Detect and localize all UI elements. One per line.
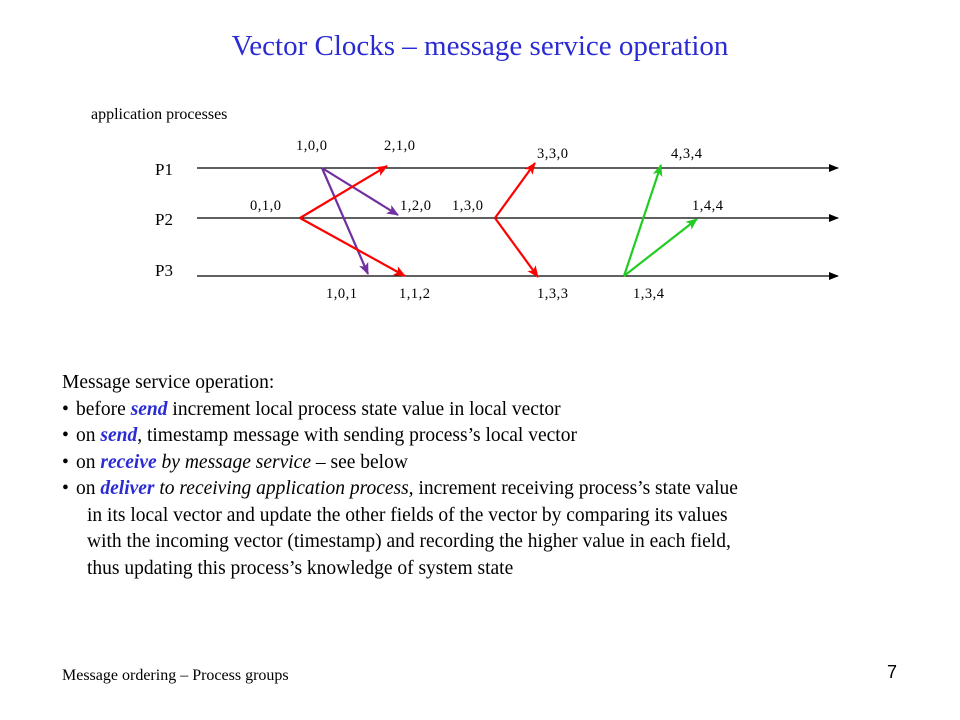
ts-p1-2: 2,1,0 (384, 138, 416, 154)
msg-p1-to-p3-purple (322, 168, 368, 274)
msg-p2-to-p1-red (300, 166, 387, 218)
ts-p2-3: 1,3,0 (452, 198, 484, 214)
process-label-p3: P3 (155, 261, 173, 280)
process-label-p1: P1 (155, 160, 173, 179)
msg-p3-to-p1-green (624, 165, 661, 276)
msg-p3-to-p2-green (624, 219, 697, 276)
ts-p2-2: 1,2,0 (400, 198, 432, 214)
keyword-send: send (130, 398, 168, 420)
continuation-line-3: thus updating this process’s knowledge of system state (87, 557, 514, 579)
keyword-deliver: deliver (100, 478, 155, 499)
msg-p2-to-p3-red (300, 218, 405, 276)
bullet-on-receive: • on receive by message service – see below (62, 451, 408, 473)
explanation-heading: Message service operation: (62, 372, 275, 393)
ts-p3-2: 1,1,2 (399, 286, 431, 302)
keyword-send: send (100, 425, 138, 446)
ts-p1-3: 3,3,0 (537, 146, 569, 162)
page-number: 7 (887, 662, 898, 682)
ts-p3-4: 1,3,4 (633, 286, 665, 302)
bullet-on-deliver: • on deliver to receiving application process, increment receiving process’s state value (62, 478, 738, 499)
continuation-line-2: with the incoming vector (timestamp) and recording the higher value in each field, (87, 531, 731, 552)
ts-p2-4: 1,4,4 (692, 198, 724, 214)
continuation-line-1: in its local vector and update the other fields of the vector by comparing its values (87, 504, 728, 526)
explanation-text (62, 370, 738, 582)
keyword-receive: receive (100, 451, 157, 473)
ts-p3-3: 1,3,3 (537, 286, 569, 302)
bullet-on-send: • on send, timestamp message with sending process’s local vector (62, 425, 577, 446)
ts-p1-4: 4,3,4 (671, 146, 703, 162)
footer-course-title: Message ordering – Process groups (62, 667, 289, 684)
msg-p1-to-p2-purple (322, 168, 398, 215)
process-label-p2: P2 (155, 210, 173, 229)
msg-p2b-to-p3-red (495, 218, 538, 277)
ts-p2-1: 0,1,0 (250, 198, 282, 214)
bullet-before-send: • before send increment local process state value in local vector (62, 398, 561, 420)
slide-title: Vector Clocks – message service operation (231, 30, 729, 62)
ts-p3-1: 1,0,1 (326, 286, 358, 302)
application-processes-label: application processes (91, 106, 228, 123)
ts-p1-1: 1,0,0 (296, 138, 328, 154)
msg-p2b-to-p1-red (495, 163, 535, 218)
